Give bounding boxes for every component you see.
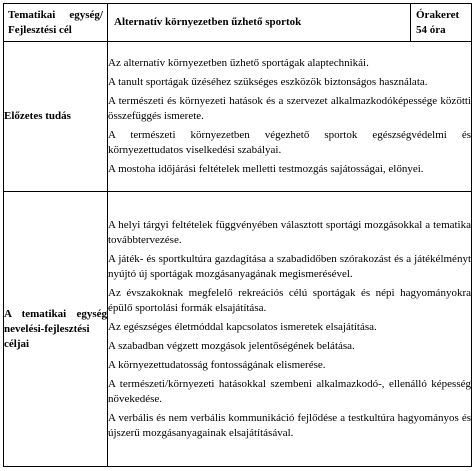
list-item: A játék- és sportkultúra gazdagítása a szabadidőben szórakozást és a játékélményt nyújtó új sportágak mozgásanyagának megismerésével. (108, 252, 471, 280)
list-item: A természeti/környezeti hatásokkal szembeni alkalmazkodó-, ellenálló képesség növekedése. (108, 377, 471, 405)
hours-label: Órakeret (416, 8, 460, 21)
curriculum-table (3, 3, 472, 467)
list-item: A mostoha időjárási feltételek melletti testmozgás sajátosságai, előnyei. (108, 163, 424, 175)
hours-value: 54 óra (416, 23, 446, 36)
list-item: A természeti környezetben végezhető sportok egészségvédelmi és környezettudatos viselkedési szabályai. (108, 129, 471, 156)
unit-title: Alternatív környezetben űzhető sportok (108, 4, 411, 42)
unit-label-cell (4, 4, 108, 42)
list-item: A verbális és nem verbális kommunikáció fejlődése a testkultúra hagyományos és újszerű mozgásanyagainak elsajátításával. (108, 411, 471, 439)
list-item: Az egészséges életmóddal kapcsolatos ismeretek elsajátítása. (108, 320, 377, 333)
goals-label-line3: céljai (4, 337, 30, 350)
goals-list (108, 192, 472, 467)
list-item: Az alternatív környezetben űzhető sportágak alaptechnikái. (108, 57, 369, 69)
list-item: A szabadban végzett mozgások jelentőségének belátása. (108, 339, 355, 352)
list-item: A tanult sportágak űzéséhez szükséges eszközök biztonságos használata. (108, 76, 428, 88)
list-item: A környezettudatosság fontosságának elismerése. (108, 358, 326, 371)
list-item: Az évszakoknak megfelelő rekreációs célú sportágak és népi hagyományokra épülő sportolási formák elsajátítása. (108, 286, 471, 314)
unit-label-line2: Fejlesztési cél (8, 23, 72, 36)
list-item: A természeti és környezeti hatások és a szervezet alkalmazkodóképessége közötti összefüggés ismerete. (108, 95, 471, 122)
header-row (4, 4, 472, 42)
hours-cell (411, 4, 472, 42)
prior-knowledge-label: Előzetes tudás (4, 42, 108, 192)
list-item: A helyi tárgyi feltételek függvényében választott sportági mozgásokkal a tematika továbbtervezése. (108, 218, 471, 246)
prior-knowledge-list (108, 42, 472, 192)
goals-label-line1: A tematikai egység (4, 307, 107, 320)
goals-label (4, 192, 108, 467)
prior-knowledge-row (4, 42, 472, 192)
unit-label-line1: Tematikai egység/ (8, 8, 103, 21)
goals-label-line2: nevelési-fejlesztési (4, 322, 90, 335)
goals-row (4, 192, 472, 467)
